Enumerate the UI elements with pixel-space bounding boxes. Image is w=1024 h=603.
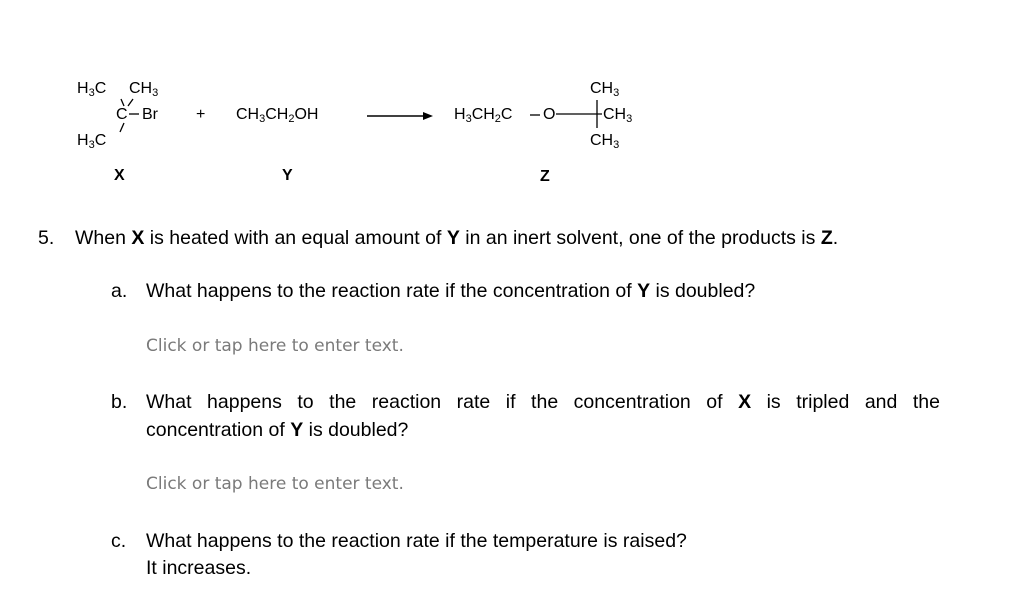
z-right-methyl: $CH_3$: [603, 106, 633, 125]
part-b-question-line1: What happens to the reaction rate if the concentration of X is tripled and the: [146, 391, 940, 413]
part-b-letter: b.: [111, 391, 128, 413]
label-x: X: [114, 167, 125, 184]
label-y: Y: [282, 167, 293, 184]
structure-y: $CH_3CH_2OH$: [236, 106, 319, 125]
part-c-letter: c.: [111, 530, 127, 552]
label-z: Z: [540, 168, 550, 185]
x-top-left-group: $H_3C$: [77, 80, 107, 99]
part-a-answer-field[interactable]: Click or tap here to enter text.: [146, 336, 404, 356]
x-bonds: [100, 90, 160, 150]
question-stem: When X is heated with an equal amount of Y in an inert solvent, one of the products is Z.: [75, 227, 839, 249]
plus-sign: +: [196, 106, 206, 123]
x-bottom-left-group: $H_3C$: [77, 132, 107, 151]
part-a-question: What happens to the reaction rate if the concentration of Y is doubled?: [146, 280, 756, 302]
part-b-question-line2: concentration of Y is doubled?: [146, 419, 409, 441]
x-bromine: Br: [142, 106, 158, 123]
x-central-carbon: C: [116, 106, 128, 123]
z-top-methyl: $CH_3$: [590, 80, 620, 99]
part-b-answer-field[interactable]: Click or tap here to enter text.: [146, 474, 404, 494]
question-number: 5.: [38, 227, 55, 249]
z-bottom-methyl: $CH_3$: [590, 132, 620, 151]
x-top-right-group: $CH_3$: [129, 80, 159, 99]
z-oxygen: O: [543, 106, 556, 123]
part-c-question: What happens to the reaction rate if the temperature is raised?: [146, 530, 687, 552]
reaction-arrow-icon: [367, 110, 437, 122]
z-bonds: [556, 92, 616, 152]
z-chain: $H_3CH_2C$: [454, 106, 513, 125]
part-a-letter: a.: [111, 280, 128, 302]
part-c-answer[interactable]: It increases.: [146, 557, 252, 579]
